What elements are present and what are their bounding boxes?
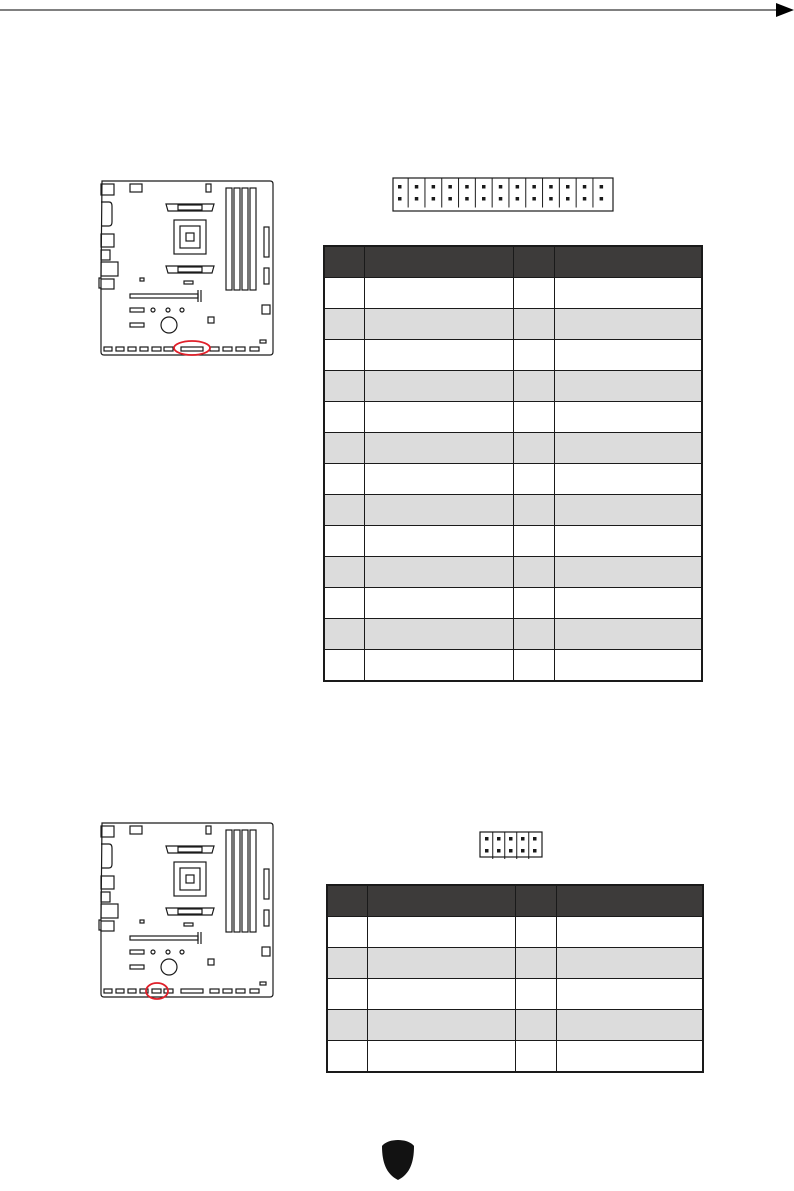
pin: [499, 185, 503, 189]
table-cell: [554, 309, 702, 340]
pin: [532, 185, 536, 189]
table-cell: [364, 402, 514, 433]
table-cell: [554, 557, 702, 588]
motherboard-diagram: [96, 178, 278, 360]
table-cell: [514, 402, 554, 433]
table-row: [324, 309, 702, 340]
pin: [485, 849, 489, 853]
table-cell: [556, 979, 703, 1010]
table-cell: [364, 495, 514, 526]
table-cell: [554, 495, 702, 526]
table-cell: [514, 278, 554, 309]
table-cell: [554, 278, 702, 309]
table-header-row: [324, 246, 702, 278]
pin: [465, 197, 469, 201]
table-header-cell: [367, 885, 516, 917]
pin: [516, 185, 520, 189]
table-row: [324, 557, 702, 588]
pin: [521, 849, 525, 853]
table-cell: [514, 371, 554, 402]
table-cell: [327, 1041, 367, 1073]
table-cell: [554, 588, 702, 619]
table-cell: [554, 371, 702, 402]
triangle-marker-icon: [0, 0, 794, 20]
table-cell: [324, 619, 364, 650]
table-cell: [324, 557, 364, 588]
table-cell: [367, 979, 516, 1010]
table-cell: [516, 917, 556, 948]
pin: [415, 197, 419, 201]
table-row: [324, 371, 702, 402]
pin: [398, 197, 402, 201]
pin: [485, 837, 489, 841]
table-cell: [514, 526, 554, 557]
table-row: [324, 433, 702, 464]
table-header-row: [327, 885, 703, 917]
table-cell: [324, 464, 364, 495]
table-cell: [367, 917, 516, 948]
table-cell: [514, 433, 554, 464]
table-cell: [324, 526, 364, 557]
table-cell: [324, 371, 364, 402]
table-cell: [556, 1010, 703, 1041]
table-cell: [554, 619, 702, 650]
table-header-cell: [324, 246, 364, 278]
table-cell: [327, 948, 367, 979]
pin: [482, 197, 486, 201]
pin: [521, 837, 525, 841]
pin: [415, 185, 419, 189]
table-cell: [364, 619, 514, 650]
table-cell: [364, 309, 514, 340]
table-cell: [327, 917, 367, 948]
table-row: [327, 917, 703, 948]
table-cell: [514, 588, 554, 619]
table-cell: [516, 1010, 556, 1041]
table-cell: [364, 588, 514, 619]
table-cell: [364, 278, 514, 309]
pin: [532, 197, 536, 201]
table-header-cell: [327, 885, 367, 917]
table-cell: [324, 278, 364, 309]
pinout-table-bottom: [326, 884, 704, 1073]
table-cell: [324, 340, 364, 371]
pin: [497, 849, 501, 853]
pin: [566, 197, 570, 201]
table-cell: [554, 433, 702, 464]
table-row: [324, 495, 702, 526]
table-cell: [327, 979, 367, 1010]
table-header-cell: [554, 246, 702, 278]
pin: [533, 837, 537, 841]
pin: [497, 837, 501, 841]
table-cell: [324, 309, 364, 340]
pin: [549, 197, 553, 201]
table-cell: [554, 340, 702, 371]
table-header-cell: [514, 246, 554, 278]
table-cell: [516, 948, 556, 979]
table-cell: [324, 402, 364, 433]
table-row: [324, 588, 702, 619]
motherboard-diagram: [96, 820, 278, 1002]
table-cell: [364, 340, 514, 371]
table-cell: [516, 1041, 556, 1073]
pin: [600, 197, 604, 201]
table-cell: [364, 433, 514, 464]
table-cell: [516, 979, 556, 1010]
table-row: [327, 979, 703, 1010]
pin: [398, 185, 402, 189]
table-cell: [327, 1010, 367, 1041]
pin: [566, 185, 570, 189]
table-row: [324, 402, 702, 433]
pin: [448, 197, 452, 201]
table-row: [324, 340, 702, 371]
table-cell: [554, 402, 702, 433]
table-cell: [556, 948, 703, 979]
table-cell: [364, 371, 514, 402]
pin: [516, 197, 520, 201]
table-row: [324, 464, 702, 495]
pin-header-2x5: [479, 831, 545, 859]
pin: [509, 849, 513, 853]
table-header-cell: [364, 246, 514, 278]
table-cell: [514, 650, 554, 682]
pinout-table-top: [323, 245, 703, 682]
table-header-cell: [516, 885, 556, 917]
table-cell: [324, 588, 364, 619]
table-row: [327, 1041, 703, 1073]
pin: [583, 197, 587, 201]
table-cell: [367, 1041, 516, 1073]
pin: [465, 185, 469, 189]
shield-logo-icon: [380, 1138, 416, 1182]
table-cell: [364, 557, 514, 588]
table-cell: [324, 495, 364, 526]
table-cell: [324, 650, 364, 682]
table-cell: [556, 1041, 703, 1073]
pin: [432, 197, 436, 201]
pin-header-2x13: [392, 177, 614, 213]
table-cell: [364, 464, 514, 495]
table-row: [324, 278, 702, 309]
table-cell: [554, 650, 702, 682]
connector-highlight: [174, 341, 210, 355]
pin: [499, 197, 503, 201]
table-header-cell: [556, 885, 703, 917]
table-row: [324, 526, 702, 557]
table-cell: [514, 340, 554, 371]
table-cell: [514, 309, 554, 340]
table-cell: [556, 917, 703, 948]
table-cell: [364, 526, 514, 557]
table-cell: [514, 557, 554, 588]
pin: [549, 185, 553, 189]
table-cell: [554, 464, 702, 495]
table-cell: [324, 433, 364, 464]
table-cell: [554, 526, 702, 557]
pin: [448, 185, 452, 189]
pin: [533, 849, 537, 853]
table-cell: [514, 619, 554, 650]
table-cell: [364, 650, 514, 682]
table-row: [324, 619, 702, 650]
pin: [600, 185, 604, 189]
table-row: [327, 948, 703, 979]
table-cell: [367, 948, 516, 979]
table-cell: [514, 464, 554, 495]
table-cell: [367, 1010, 516, 1041]
pin: [583, 185, 587, 189]
table-row: [327, 1010, 703, 1041]
pin: [482, 185, 486, 189]
pin: [509, 837, 513, 841]
table-cell: [514, 495, 554, 526]
table-row: [324, 650, 702, 682]
pin: [432, 185, 436, 189]
